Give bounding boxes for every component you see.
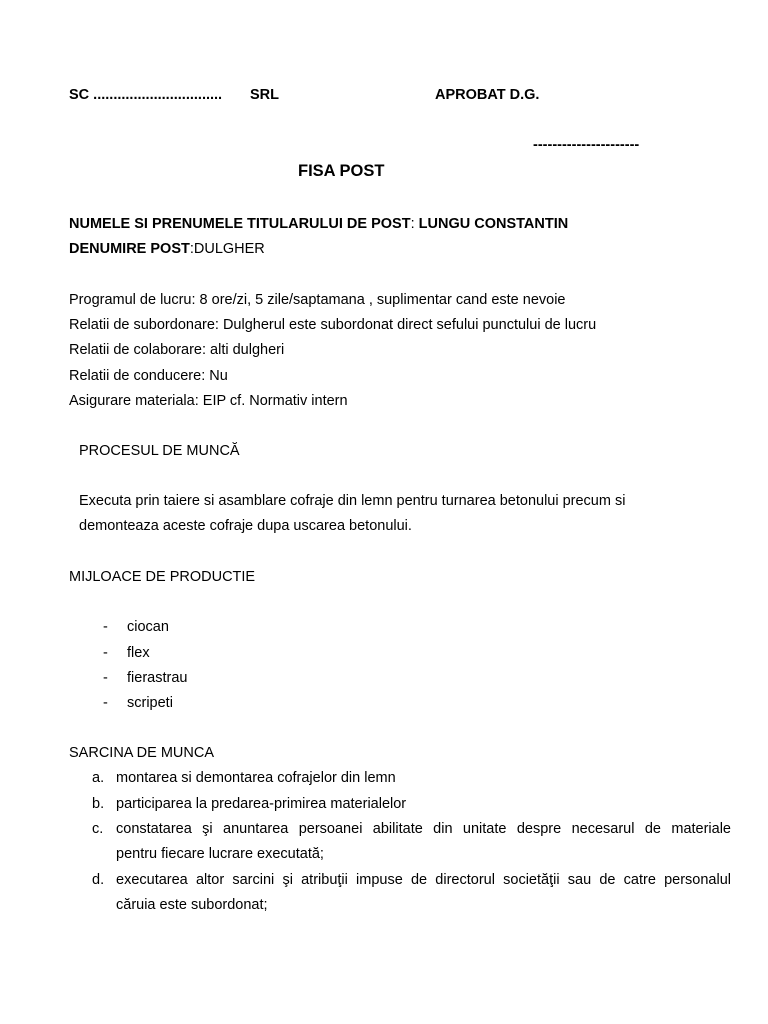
holder-name-label: NUMELE SI PRENUMELE TITULARULUI DE POST [69, 216, 411, 232]
process-text-line-2: demonteaza aceste cofraje dupa uscarea betonului. [79, 518, 412, 534]
company-suffix: SRL [250, 87, 279, 103]
process-heading: PROCESUL DE MUNCĂ [79, 443, 240, 459]
task-text: montarea si demontarea cofrajelor din lemn [116, 770, 396, 786]
detail-subordination: Relatii de subordonare: Dulgherul este subordonat direct sefului punctului de lucru [69, 317, 597, 333]
means-heading: MIJLOACE DE PRODUCTIE [69, 569, 256, 585]
process-text-line-1: Executa prin taiere si asamblare cofraje din lemn pentru turnarea betonului precum si [79, 493, 626, 509]
detail-work-schedule: Programul de lucru: 8 ore/zi, 5 zile/saptamana , suplimentar cand este nevoie [69, 292, 566, 308]
tasks-heading: SARCINA DE MUNCA [69, 745, 215, 761]
means-bullet: - [103, 695, 108, 711]
means-bullet: - [103, 670, 108, 686]
means-item-fierastrau: fierastrau [127, 670, 188, 686]
task-marker: c. [92, 821, 104, 837]
detail-material-insurance: Asigurare materiala: EIP cf. Normativ intern [69, 393, 348, 409]
means-item-ciocan: ciocan [127, 619, 169, 635]
task-text-continued: căruia este subordonat; [116, 897, 268, 913]
holder-name-separator: : [410, 216, 415, 232]
holder-name-value: LUNGU CONSTANTIN [414, 216, 569, 232]
company-prefix: SC ................................ [69, 87, 223, 103]
means-item-scripeti: scripeti [127, 695, 173, 711]
means-bullet: - [103, 619, 108, 635]
task-text: executarea altor sarcini şi atribuţii impuse de directorul societăţii sau de catre personalul [116, 872, 731, 888]
means-bullet: - [103, 645, 108, 661]
page-title: FISA POST [298, 162, 385, 180]
task-marker: b. [92, 796, 105, 812]
task-marker: a. [92, 770, 105, 786]
task-text: participarea la predarea-primirea materialelor [116, 796, 407, 812]
approved-label: APROBAT D.G. [435, 87, 540, 103]
detail-collaboration: Relatii de colaborare: alti dulgheri [69, 342, 285, 358]
post-value: :DULGHER [189, 241, 265, 257]
task-marker: d. [92, 872, 105, 888]
detail-leadership: Relatii de conducere: Nu [69, 368, 228, 384]
means-item-flex: flex [127, 645, 150, 661]
signature-line: ---------------------- [533, 137, 640, 153]
post-line [69, 242, 265, 257]
task-text: constatarea şi anuntarea persoanei abilitate din unitate despre necesarul de materiale [116, 821, 731, 837]
post-label: DENUMIRE POST [69, 241, 190, 257]
task-text-continued: pentru fiecare lucrare executată; [116, 846, 324, 862]
holder-name-line [69, 217, 568, 232]
